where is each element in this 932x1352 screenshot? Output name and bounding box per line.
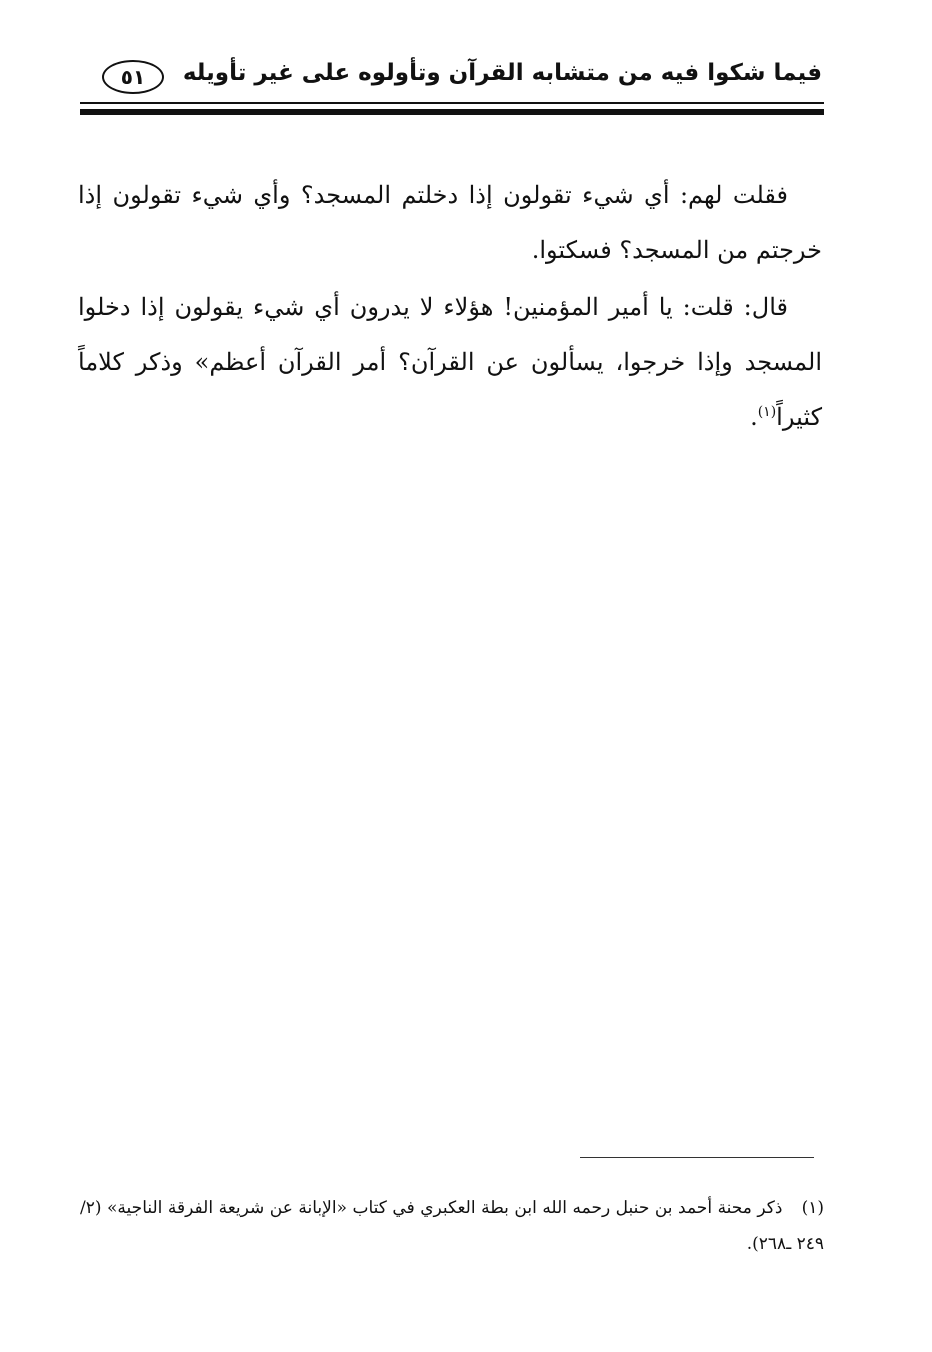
page-number: ٥١ (102, 60, 164, 94)
footnote-separator (580, 1157, 814, 1158)
header-rule-thick (80, 109, 824, 115)
paragraph: فقلت لهم: أي شيء تقولون إذا دخلتم المسجد؟ وأي شيء تقولون إذا خرجتم من المسجد؟ فسكتوا. (78, 181, 822, 264)
body-text (78, 168, 822, 447)
header-rule-thin (80, 102, 824, 104)
paragraph-text: قال: قلت: يا أمير المؤمنين! هؤلاء لا يدرون أي شيء يقولون إذا دخلوا المسجد وإذا خرجوا، يسألون عن القرآن؟ أمر القرآن أعظم» وذكر كلاماً كثيراً (78, 293, 822, 431)
running-header-title: فيما شكوا فيه من متشابه القرآن وتأولوه على غير تأويله (182, 60, 822, 86)
footnote (80, 1190, 824, 1262)
footnote-text: ذكر محنة أحمد بن حنبل رحمه الله ابن بطة العكبري في كتاب «الإبانة عن شريعة الفرقة الناجية» (٢/ ٢٤٩ ـ٢٦٨). (80, 1198, 824, 1254)
paragraph-end: . (750, 403, 758, 431)
footnote-reference: (١) (757, 404, 777, 420)
footnote-marker: (١) (801, 1198, 824, 1218)
paragraph (78, 280, 822, 445)
